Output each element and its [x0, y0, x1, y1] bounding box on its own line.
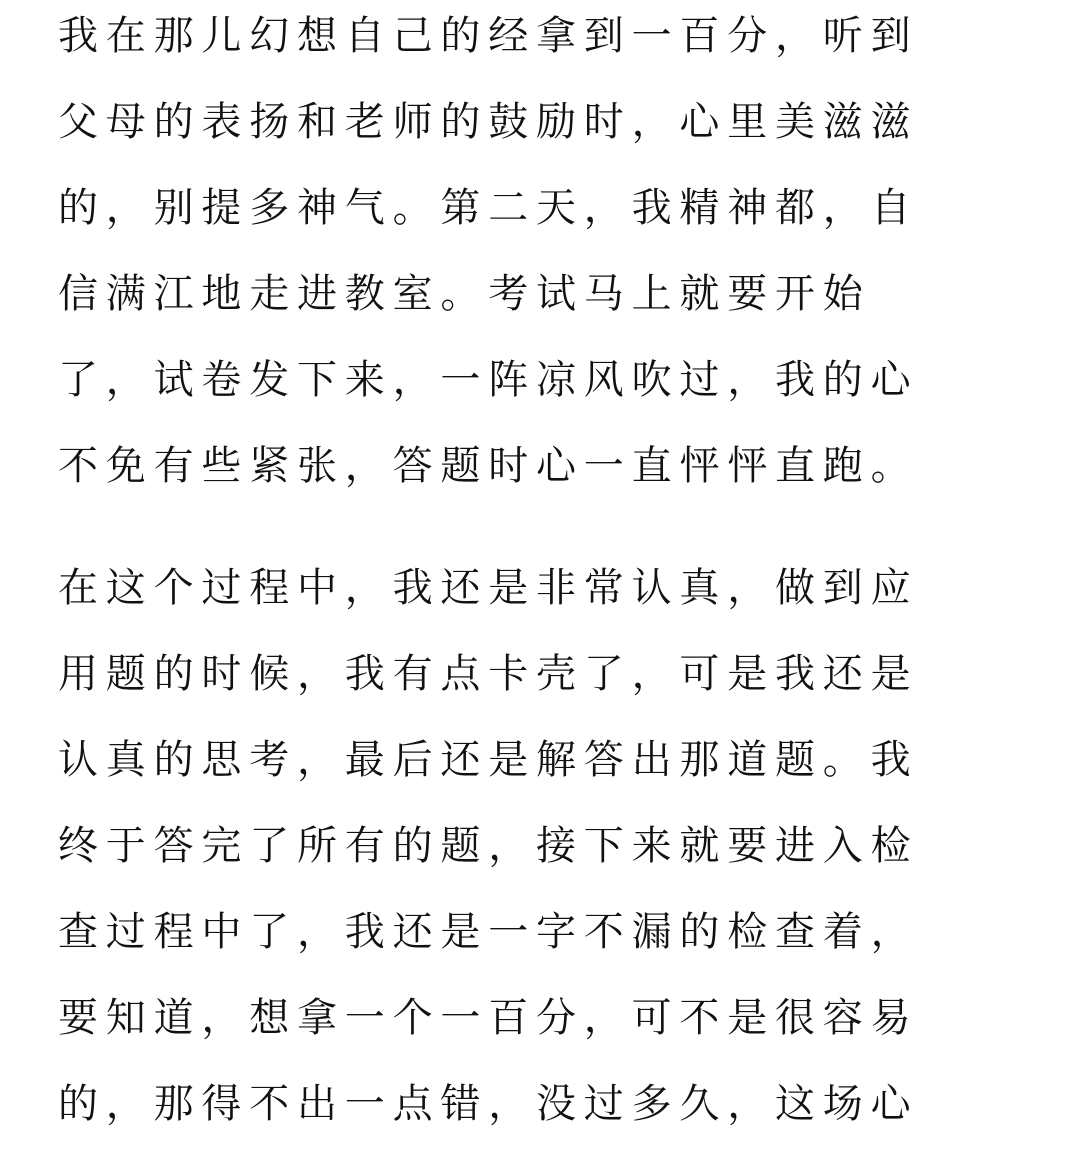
paragraph-1: [58, 8, 1018, 524]
text-line: 要知道，想拿一个一百分，可不是很容易: [58, 995, 919, 1041]
text-line: 认真的思考，最后还是解答出那道题。我: [58, 737, 919, 783]
text-line: 用题的时候，我有点卡壳了，可是我还是: [58, 651, 919, 697]
text-line: 信满江地走进教室。考试马上就要开始: [58, 271, 871, 317]
text-line: 我在那儿幻想自己的经拿到一百分，听到: [58, 13, 919, 59]
text-line: 父母的表扬和老师的鼓励时，心里美滋滋: [58, 99, 919, 145]
text-line: 查过程中了，我还是一字不漏的检查着，: [58, 909, 919, 955]
text-line: 的，那得不出一点错，没过多久，这场心: [58, 1081, 919, 1127]
text-line: 终于答完了所有的题，接下来就要进入检: [58, 823, 919, 869]
text-line: 的，别提多神气。第二天，我精神都，自: [58, 185, 919, 231]
paragraph-2: [58, 560, 1018, 1162]
text-line: 了，试卷发下来，一阵凉风吹过，我的心: [58, 357, 919, 403]
text-line: 不免有些紧张，答题时心一直怦怦直跑。: [58, 443, 919, 489]
text-line: 在这个过程中，我还是非常认真，做到应: [58, 565, 919, 611]
